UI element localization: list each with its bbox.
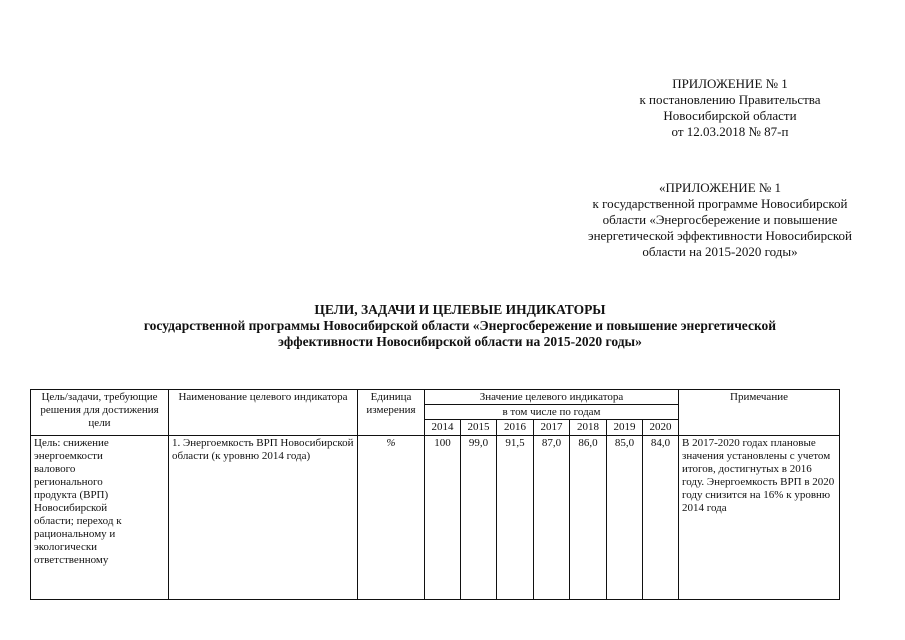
approval-line: от 12.03.2018 № 87-п bbox=[671, 124, 789, 139]
header-note: Примечание bbox=[679, 390, 840, 436]
goals-table bbox=[30, 389, 840, 600]
annex-line: энергетической эффективности Новосибирской bbox=[588, 228, 852, 243]
table-row bbox=[31, 436, 840, 600]
header-goal: Цель/задачи, требующие решения для достижения цели bbox=[31, 390, 169, 436]
header-by-year: в том числе по годам bbox=[425, 405, 679, 420]
header-value: Значение целевого индикатора bbox=[425, 390, 679, 405]
title-line: государственной программы Новосибирской области «Энергосбережение и повышение энергетической bbox=[143, 318, 777, 333]
year-header: 2016 bbox=[497, 420, 534, 436]
note-cell: В 2017-2020 годах плановые значения установлены с учетом итогов, достигнутых в 2016 году. Энергоемкость ВРП в 2020 году снизится на 16% к уровню 2014 года bbox=[679, 436, 840, 600]
annex-line: области «Энергосбережение и повышение bbox=[602, 212, 838, 227]
year-header: 2020 bbox=[643, 420, 679, 436]
title-line: ЦЕЛИ, ЗАДАЧИ И ЦЕЛЕВЫЕ ИНДИКАТОРЫ bbox=[314, 302, 606, 317]
value-cell: 87,0 bbox=[534, 436, 570, 600]
approval-line: к постановлению Правительства bbox=[639, 92, 821, 107]
year-header: 2017 bbox=[534, 420, 570, 436]
value-cell: 86,0 bbox=[570, 436, 607, 600]
unit-cell: % bbox=[358, 436, 425, 600]
header-indicator: Наименование целевого индикатора bbox=[169, 390, 358, 436]
year-header: 2015 bbox=[461, 420, 497, 436]
program-annex-block bbox=[540, 180, 900, 260]
value-cell: 99,0 bbox=[461, 436, 497, 600]
year-header: 2014 bbox=[425, 420, 461, 436]
indicator-cell: 1. Энергоемкость ВРП Новосибирской области (к уровню 2014 года) bbox=[169, 436, 358, 600]
approval-annex-block bbox=[600, 76, 860, 140]
approval-line: ПРИЛОЖЕНИЕ № 1 bbox=[672, 76, 788, 91]
value-cell: 85,0 bbox=[607, 436, 643, 600]
title-line: эффективности Новосибирской области на 2015-2020 годы» bbox=[278, 334, 642, 349]
value-cell: 91,5 bbox=[497, 436, 534, 600]
annex-line: области на 2015-2020 годы» bbox=[642, 244, 798, 259]
year-header: 2018 bbox=[570, 420, 607, 436]
goal-cell: Цель: снижение энергоемкости валового регионального продукта (ВРП) Новосибирской области; переход к рациональному и экологически ответственному bbox=[31, 436, 169, 600]
annex-line: к государственной программе Новосибирской bbox=[592, 196, 848, 211]
value-cell: 100 bbox=[425, 436, 461, 600]
value-cell: 84,0 bbox=[643, 436, 679, 600]
approval-line: Новосибирской области bbox=[663, 108, 797, 123]
document-title bbox=[60, 302, 860, 350]
annex-line: «ПРИЛОЖЕНИЕ № 1 bbox=[658, 180, 782, 195]
header-unit: Единица измерения bbox=[358, 390, 425, 436]
year-header: 2019 bbox=[607, 420, 643, 436]
